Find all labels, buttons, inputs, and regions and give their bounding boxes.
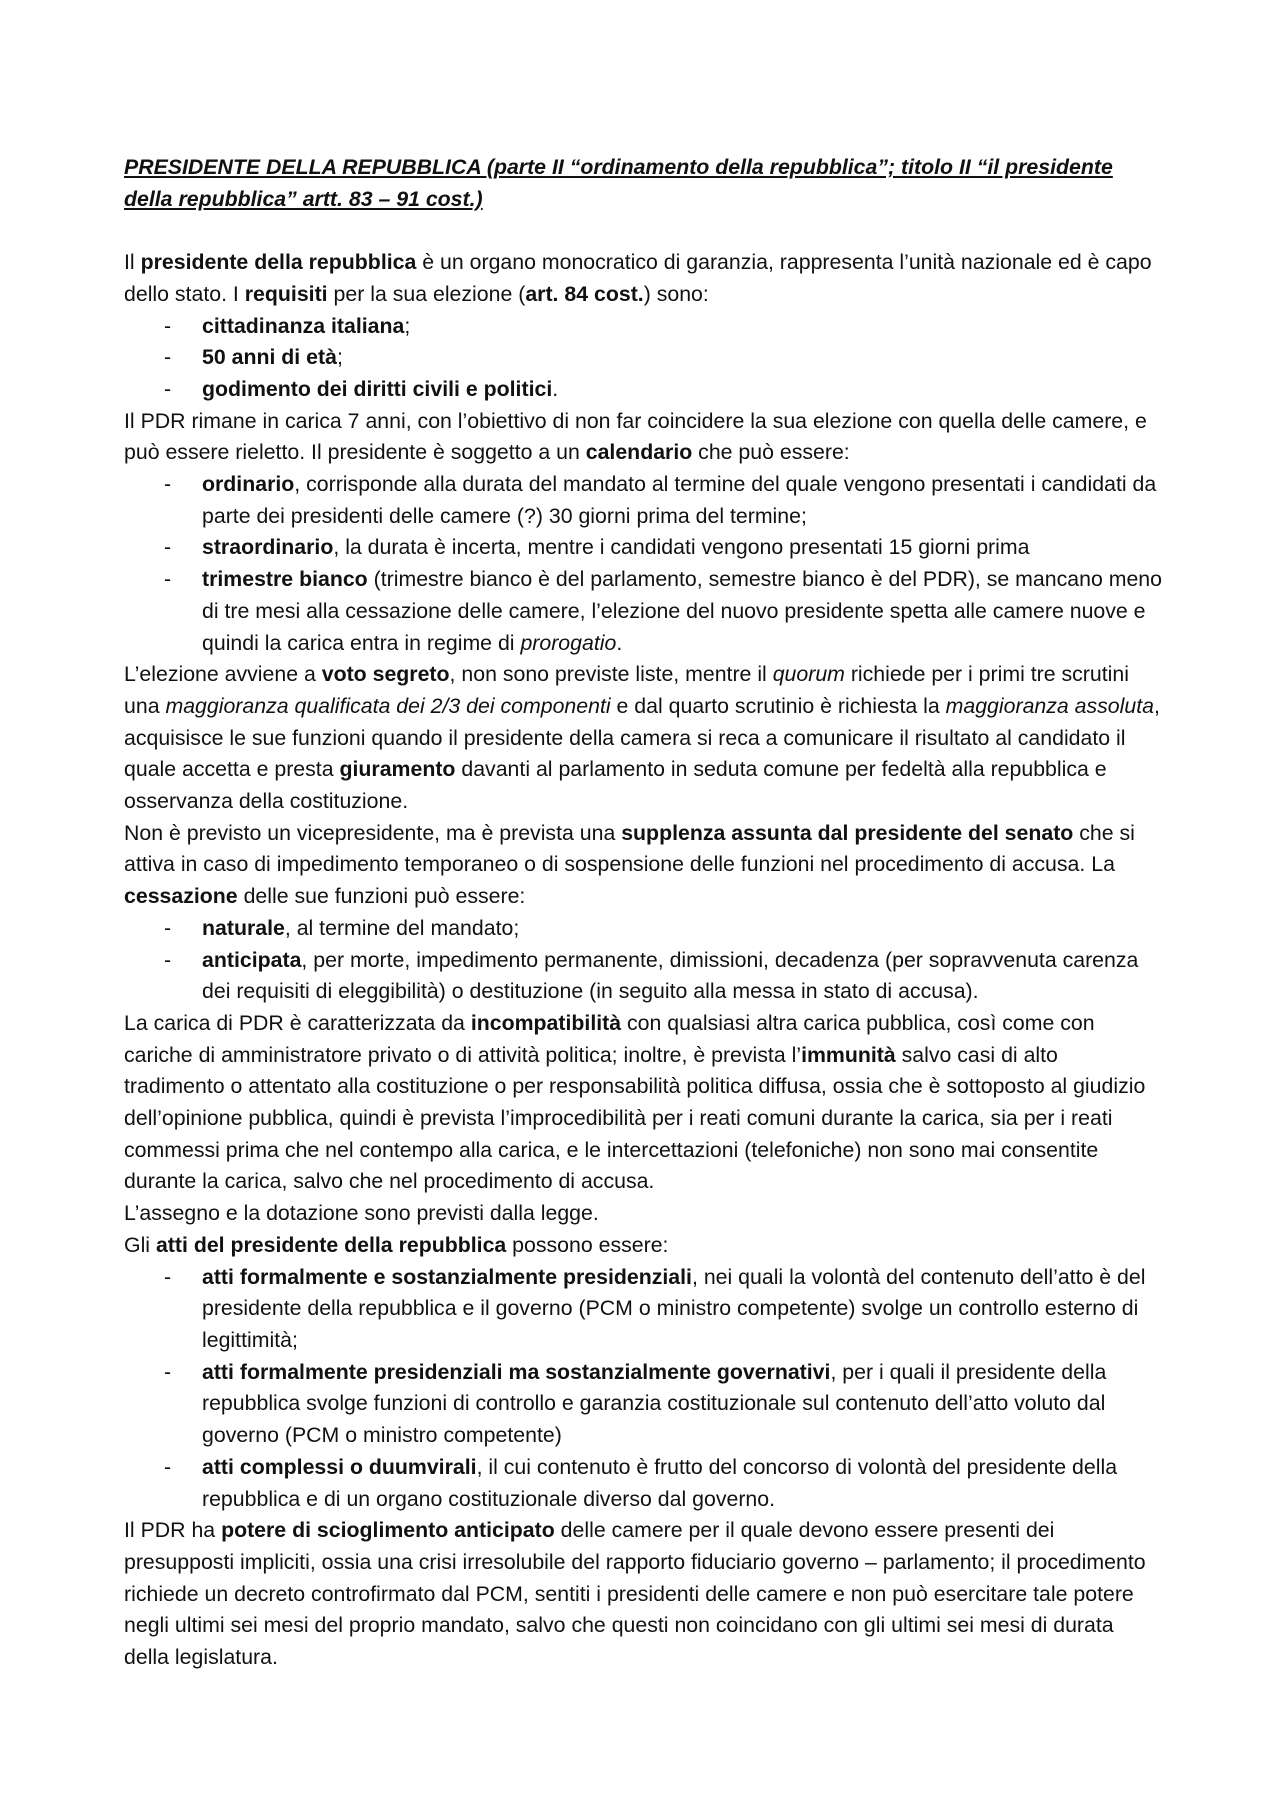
item-text: , per morte, impedimento permanente, dimissioni, decadenza (per sopravvenuta carenza dei requisiti di eleggibilità) o destituzione (in seguito alla messa in stato di accusa). xyxy=(202,947,1139,1004)
item-bold: cittadinanza italiana xyxy=(202,313,405,338)
carica-bold-calendario: calendario xyxy=(585,440,693,465)
atti-text: possono essere: xyxy=(506,1232,669,1257)
supplenza-bold: supplenza assunta dal presidente del senato xyxy=(621,820,1074,845)
cessazione-list xyxy=(124,913,1164,1008)
intro-text: ) sono: xyxy=(643,281,709,306)
incompatibilita-text: con qualsiasi altra carica pubblica, così come con cariche di amministratore privato o di attività politica; inoltre, è prevista l’ xyxy=(124,1010,1095,1067)
list-item xyxy=(124,1452,1164,1515)
elezione-text: , non sono previste liste, mentre il xyxy=(449,662,773,687)
intro-bold-requisiti: requisiti xyxy=(244,281,328,306)
intro-text: per la sua elezione ( xyxy=(327,281,526,306)
incompatibilita-paragraph xyxy=(124,1008,1164,1198)
item-text: ; xyxy=(336,345,343,370)
scioglimento-bold: potere di scioglimento anticipato xyxy=(221,1518,555,1543)
supplenza-text: che si attiva in caso di impedimento temporaneo o di sospensione delle funzioni nel procedimento di accusa. La xyxy=(124,820,1135,877)
item-text: , per i quali il presidente della repubblica svolge funzioni di controllo e garanzia costituzionale sul contenuto dell’atto voluto dal governo (PCM o ministro competente) xyxy=(202,1359,1107,1448)
item-text: , la durata è incerta, mentre i candidati vengono presentati 15 giorni prima xyxy=(333,535,1030,560)
calendario-list xyxy=(124,469,1164,659)
scioglimento-text: Il PDR ha xyxy=(124,1518,222,1543)
item-bold: anticipata xyxy=(202,947,302,972)
list-item xyxy=(124,311,1164,343)
list-item xyxy=(124,945,1164,1008)
item-bold: straordinario xyxy=(202,535,334,560)
scioglimento-text: delle camere per il quale devono essere presenti dei presupposti impliciti, ossia una crisi irresolubile del rapporto fiduciario governo – parlamento; il procedimento richiede un decreto controfirmato dal PCM, sentiti i presidenti delle camere e non può esercitare tale potere negli ultimi sei mesi del proprio mandato, salvo che questi non coincidano con gli ultimi sei mesi di durata della legislatura. xyxy=(124,1518,1146,1670)
elezione-text: richiede per i primi tre scrutini una xyxy=(124,662,1129,718)
incompatibilita-text: salvo casi di alto tradimento o attentato alla costituzione o per responsabilità politica diffusa, ossia che è sottoposto al giudizio dell’opinione pubblica, quindi è prevista l’improcedibilità per i reati comuni durante la carica, sia per i reati commessi prima che nel contempo alla carica, e le intercettazioni (telefoniche) non sono mai consentite durante la carica, salvo che nel procedimento di accusa. xyxy=(124,1042,1146,1194)
item-bold: godimento dei diritti civili e politici xyxy=(202,376,553,401)
item-bold: atti formalmente e sostanzialmente presidenziali xyxy=(202,1264,692,1289)
requisiti-list xyxy=(124,311,1164,406)
supplenza-text: delle sue funzioni può essere: xyxy=(237,884,526,909)
list-item xyxy=(124,1357,1164,1452)
elezione-paragraph xyxy=(124,659,1164,818)
elezione-italic: maggioranza qualificata dei 2/3 dei componenti xyxy=(165,693,611,718)
scioglimento-paragraph xyxy=(124,1515,1164,1674)
list-item xyxy=(124,564,1164,659)
elezione-italic: maggioranza assoluta xyxy=(945,693,1154,718)
carica-paragraph xyxy=(124,406,1164,469)
carica-text: che può essere: xyxy=(692,440,850,465)
item-bold: 50 anni di età xyxy=(202,345,337,370)
atti-intro-paragraph xyxy=(124,1230,1164,1262)
item-text: , al termine del mandato; xyxy=(284,915,520,940)
item-text: (trimestre bianco è del parlamento, semestre bianco è del PDR), se mancano meno di tre mesi alla cessazione delle camere, l’elezione del nuovo presidente spetta alle camere nuove e quindi la carica entra in regime di xyxy=(202,567,1162,655)
item-text: . xyxy=(616,630,623,655)
immunita-bold: immunità xyxy=(801,1042,896,1067)
supplenza-text: Non è previsto un vicepresidente, ma è prevista una xyxy=(124,820,622,845)
incompatibilita-bold: incompatibilità xyxy=(470,1010,622,1035)
item-bold: atti formalmente presidenziali ma sostanzialmente governativi xyxy=(202,1359,831,1384)
list-item xyxy=(124,1262,1164,1357)
document-page xyxy=(124,152,1164,1674)
intro-paragraph xyxy=(124,247,1164,310)
item-text: . xyxy=(552,376,559,401)
supplenza-paragraph xyxy=(124,818,1164,913)
elezione-text: davanti al parlamento in seduta comune per fedeltà alla repubblica e osservanza della costituzione. xyxy=(124,757,1107,814)
item-text: , corrisponde alla durata del mandato al termine del quale vengono presentati i candidati da parte dei presidenti delle camere (?) 30 giorni prima del termine; xyxy=(202,472,1157,528)
item-bold: ordinario xyxy=(202,472,295,497)
elezione-text: L’elezione avviene a xyxy=(124,662,322,687)
item-bold: naturale xyxy=(202,915,285,940)
intro-text: è un organo monocratico di garanzia, rappresenta l’unità nazionale ed è capo dello stato. I xyxy=(124,250,1152,306)
elezione-text: e dal quarto scrutinio è richiesta la xyxy=(610,693,946,718)
list-item xyxy=(124,342,1164,374)
list-item xyxy=(124,469,1164,532)
list-item xyxy=(124,374,1164,406)
item-text: , nei quali la volontà del contenuto dell’atto è del presidente della repubblica e il governo (PCM o ministro competente) svolge un controllo esterno di legittimità; xyxy=(202,1264,1146,1352)
item-italic: prorogatio xyxy=(520,630,617,655)
item-bold: trimestre bianco xyxy=(202,567,368,592)
elezione-text: , acquisisce le sue funzioni quando il presidente della camera si reca a comunicare il risultato al candidato il quale accetta e presta xyxy=(124,693,1160,782)
incompatibilita-text: La carica di PDR è caratterizzata da xyxy=(124,1010,471,1035)
elezione-italic: quorum xyxy=(772,662,845,687)
item-bold: atti complessi o duumvirali xyxy=(202,1454,477,1479)
elezione-bold: voto segreto xyxy=(321,662,450,687)
atti-list xyxy=(124,1262,1164,1516)
item-text: ; xyxy=(404,313,411,338)
carica-text: Il PDR rimane in carica 7 anni, con l’obiettivo di non far coincidere la sua elezione con quella delle camere, e può essere rieletto. Il presidente è soggetto a un xyxy=(124,408,1147,465)
intro-bold-art84: art. 84 cost. xyxy=(525,281,644,306)
document-title: PRESIDENTE DELLA REPUBBLICA (parte II “ordinamento della repubblica”; titolo II “il presidente della repubblica” artt. 83 – 91 cost.) xyxy=(124,155,1113,211)
supplenza-bold: cessazione xyxy=(124,884,238,909)
atti-text: Gli xyxy=(124,1232,156,1257)
intro-text: Il xyxy=(124,250,141,275)
list-item xyxy=(124,913,1164,945)
list-item xyxy=(124,532,1164,564)
elezione-bold: giuramento xyxy=(339,757,456,782)
atti-bold: atti del presidente della repubblica xyxy=(155,1232,507,1257)
assegno-paragraph: L’assegno e la dotazione sono previsti dalla legge. xyxy=(124,1201,599,1226)
item-text: , il cui contenuto è frutto del concorso di volontà del presidente della repubblica e di un organo costituzionale diverso dal governo. xyxy=(202,1454,1118,1511)
intro-bold-presidente: presidente della repubblica xyxy=(140,250,417,275)
